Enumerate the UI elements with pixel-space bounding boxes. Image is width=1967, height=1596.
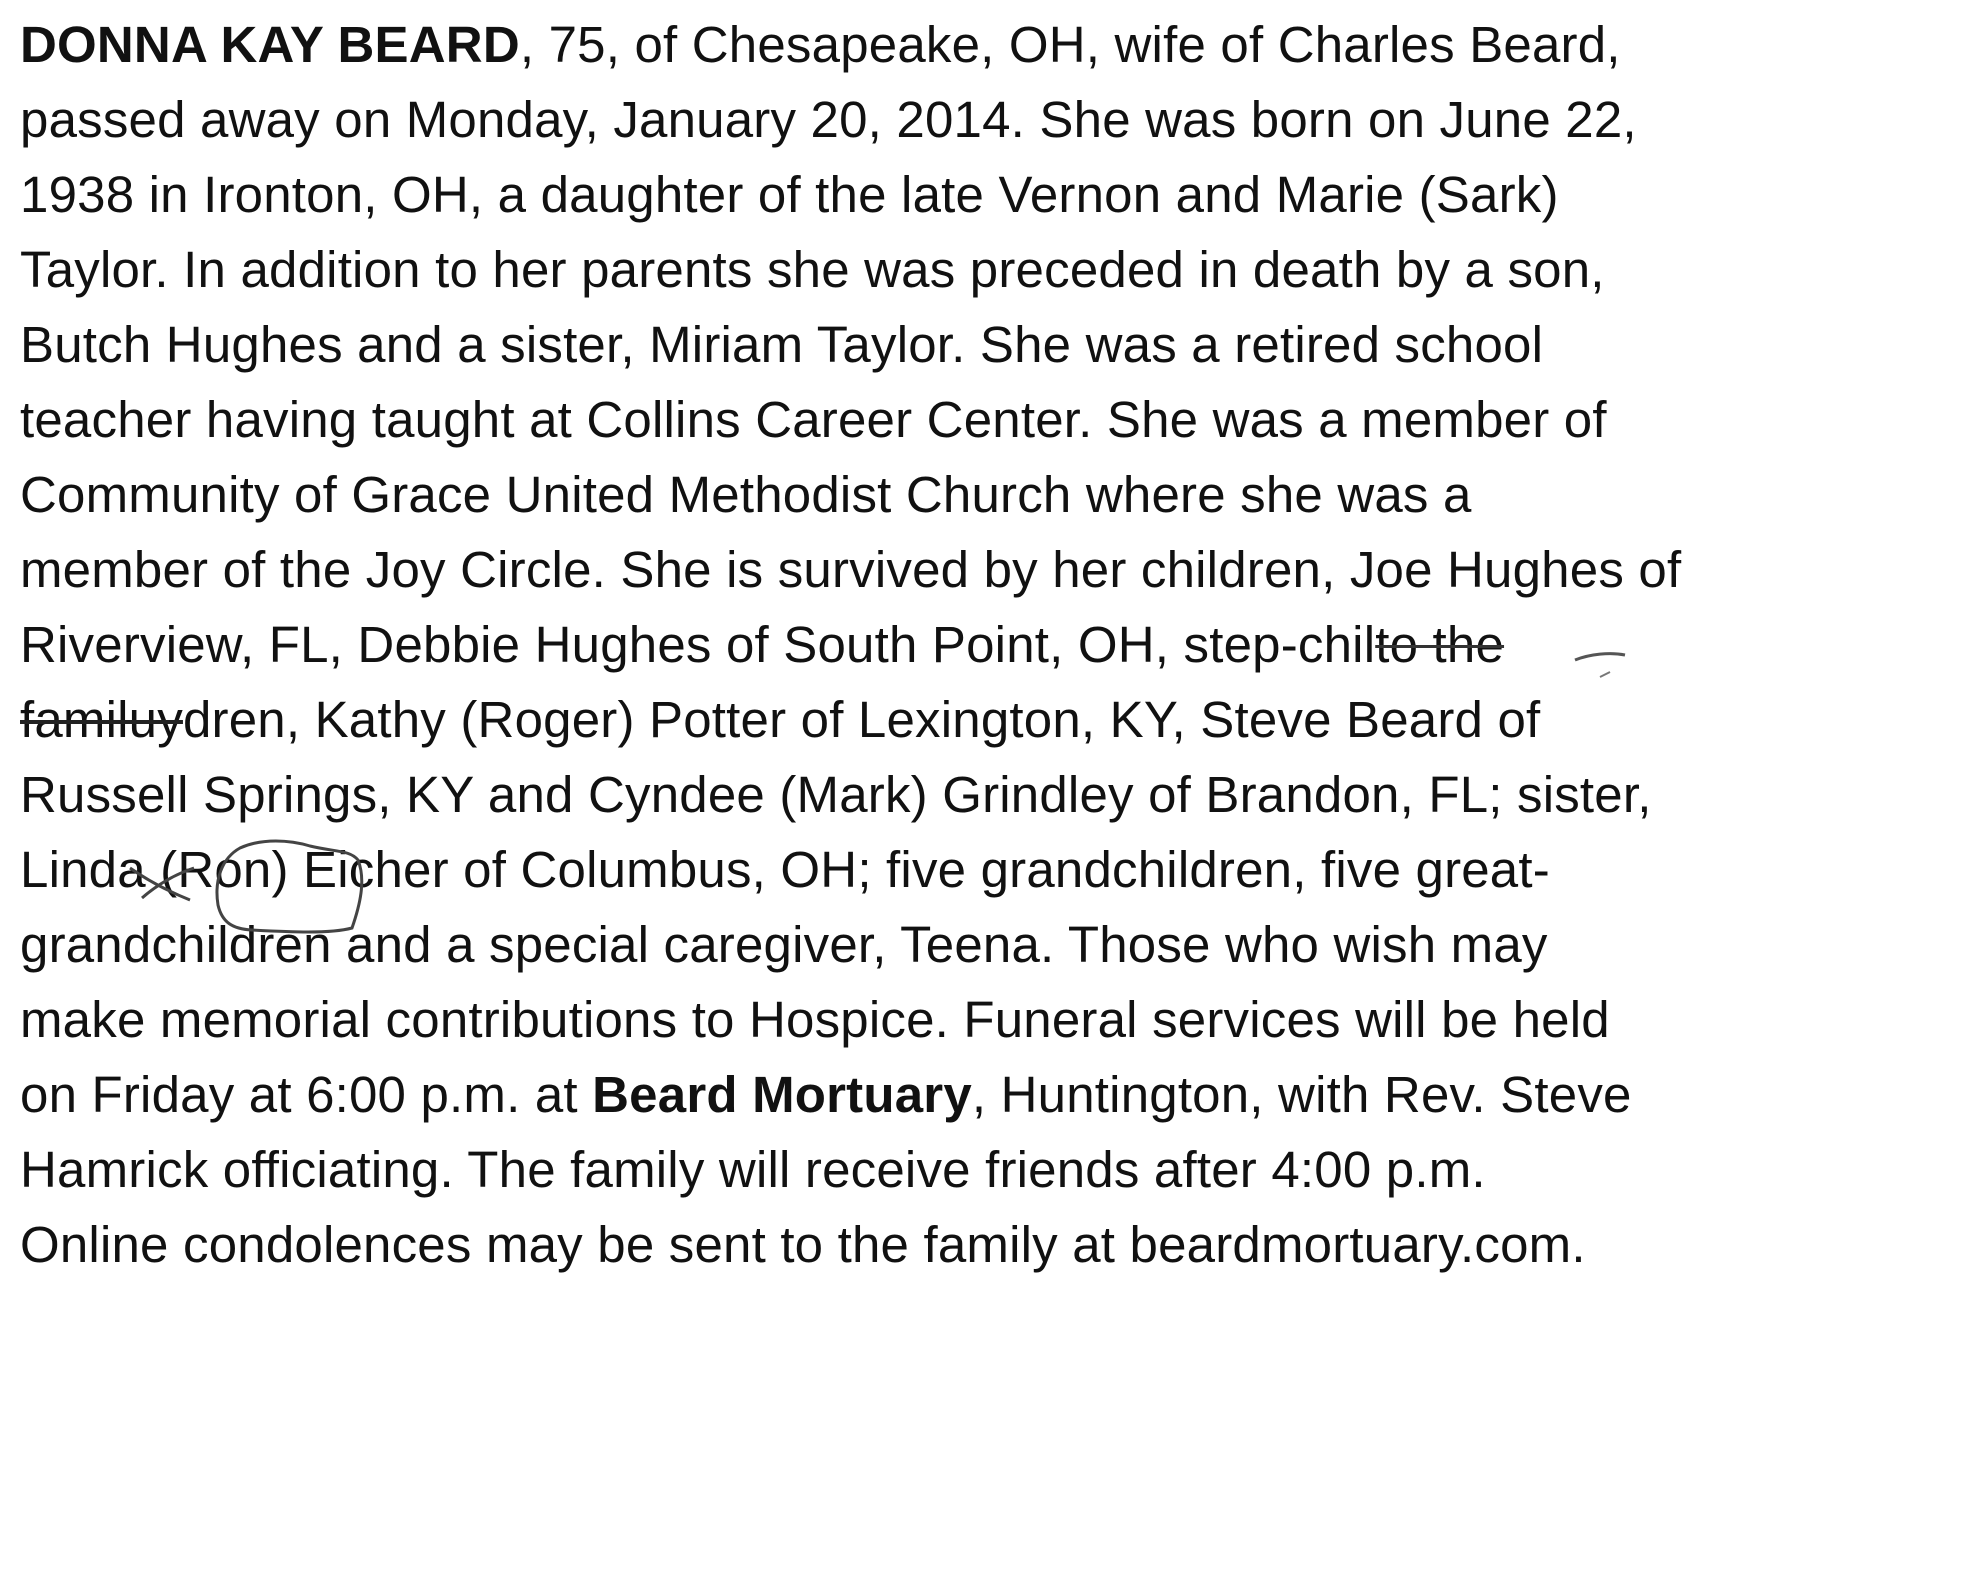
line-text: Hamrick officiating. The family will receive friends after 4:00 p.m.: [20, 1141, 1486, 1198]
line-text: Taylor. In addition to her parents she was preceded in death by a son,: [20, 241, 1605, 298]
line-text: Riverview, FL, Debbie Hughes of South Point, OH, step-chil: [20, 616, 1376, 673]
line-text: 1938 in Ironton, OH, a daughter of the late Vernon and Marie (Sark): [20, 166, 1559, 223]
deceased-name: DONNA KAY BEARD: [20, 16, 520, 73]
obituary-line-11: [20, 755, 1652, 835]
line-text: Russell Springs, KY and Cyndee (Mark) Grindley of Brandon, FL; sister,: [20, 766, 1652, 823]
obituary-line-9: [20, 605, 1504, 685]
obituary-line-7: [20, 455, 1472, 535]
obituary-line-2: [20, 80, 1637, 160]
obituary-line-8: [20, 530, 1681, 610]
line-text-tail: , Huntington, with Rev. Steve: [971, 1066, 1632, 1123]
line-text: Linda (Ron) Eicher of Columbus, OH; five grandchildren, five great-: [20, 841, 1550, 898]
mortuary-name: Beard Mortuary: [592, 1066, 972, 1123]
obituary-line-3: [20, 155, 1559, 235]
obituary-line-15: [20, 1055, 1632, 1135]
obituary-line-12: [20, 830, 1550, 910]
obituary-line-14: [20, 980, 1610, 1060]
struck-text: to the: [1375, 616, 1505, 673]
line-text: grandchildren and a special caregiver, Teena. Those who wish may: [20, 916, 1548, 973]
obituary-line-10: [20, 680, 1540, 760]
obituary-line-13: [20, 905, 1548, 985]
line-text: Online condolences may be sent to the family at beardmortuary.com.: [20, 1216, 1586, 1273]
line-text: on Friday at 6:00 p.m. at: [20, 1066, 593, 1123]
obituary-line-1: [20, 5, 1621, 85]
obituary-line-4: [20, 230, 1605, 310]
line-text: Community of Grace United Methodist Church where she was a: [20, 466, 1472, 523]
line-text: , 75, of Chesapeake, OH, wife of Charles Beard,: [519, 16, 1621, 73]
obituary-line-16: [20, 1130, 1486, 1210]
line-text: make memorial contributions to Hospice. Funeral services will be held: [20, 991, 1610, 1048]
obituary-line-6: [20, 380, 1607, 460]
line-text: member of the Joy Circle. She is survived by her children, Joe Hughes of: [20, 541, 1682, 598]
line-text: dren, Kathy (Roger) Potter of Lexington, KY, Steve Beard of: [182, 691, 1541, 748]
line-text: teacher having taught at Collins Career Center. She was a member of: [20, 391, 1607, 448]
obituary-line-5: [20, 305, 1543, 385]
obituary-line-17: [20, 1205, 1586, 1285]
struck-text: familuy: [20, 691, 183, 748]
line-text: passed away on Monday, January 20, 2014. She was born on June 22,: [20, 91, 1637, 148]
line-text: Butch Hughes and a sister, Miriam Taylor. She was a retired school: [20, 316, 1544, 373]
